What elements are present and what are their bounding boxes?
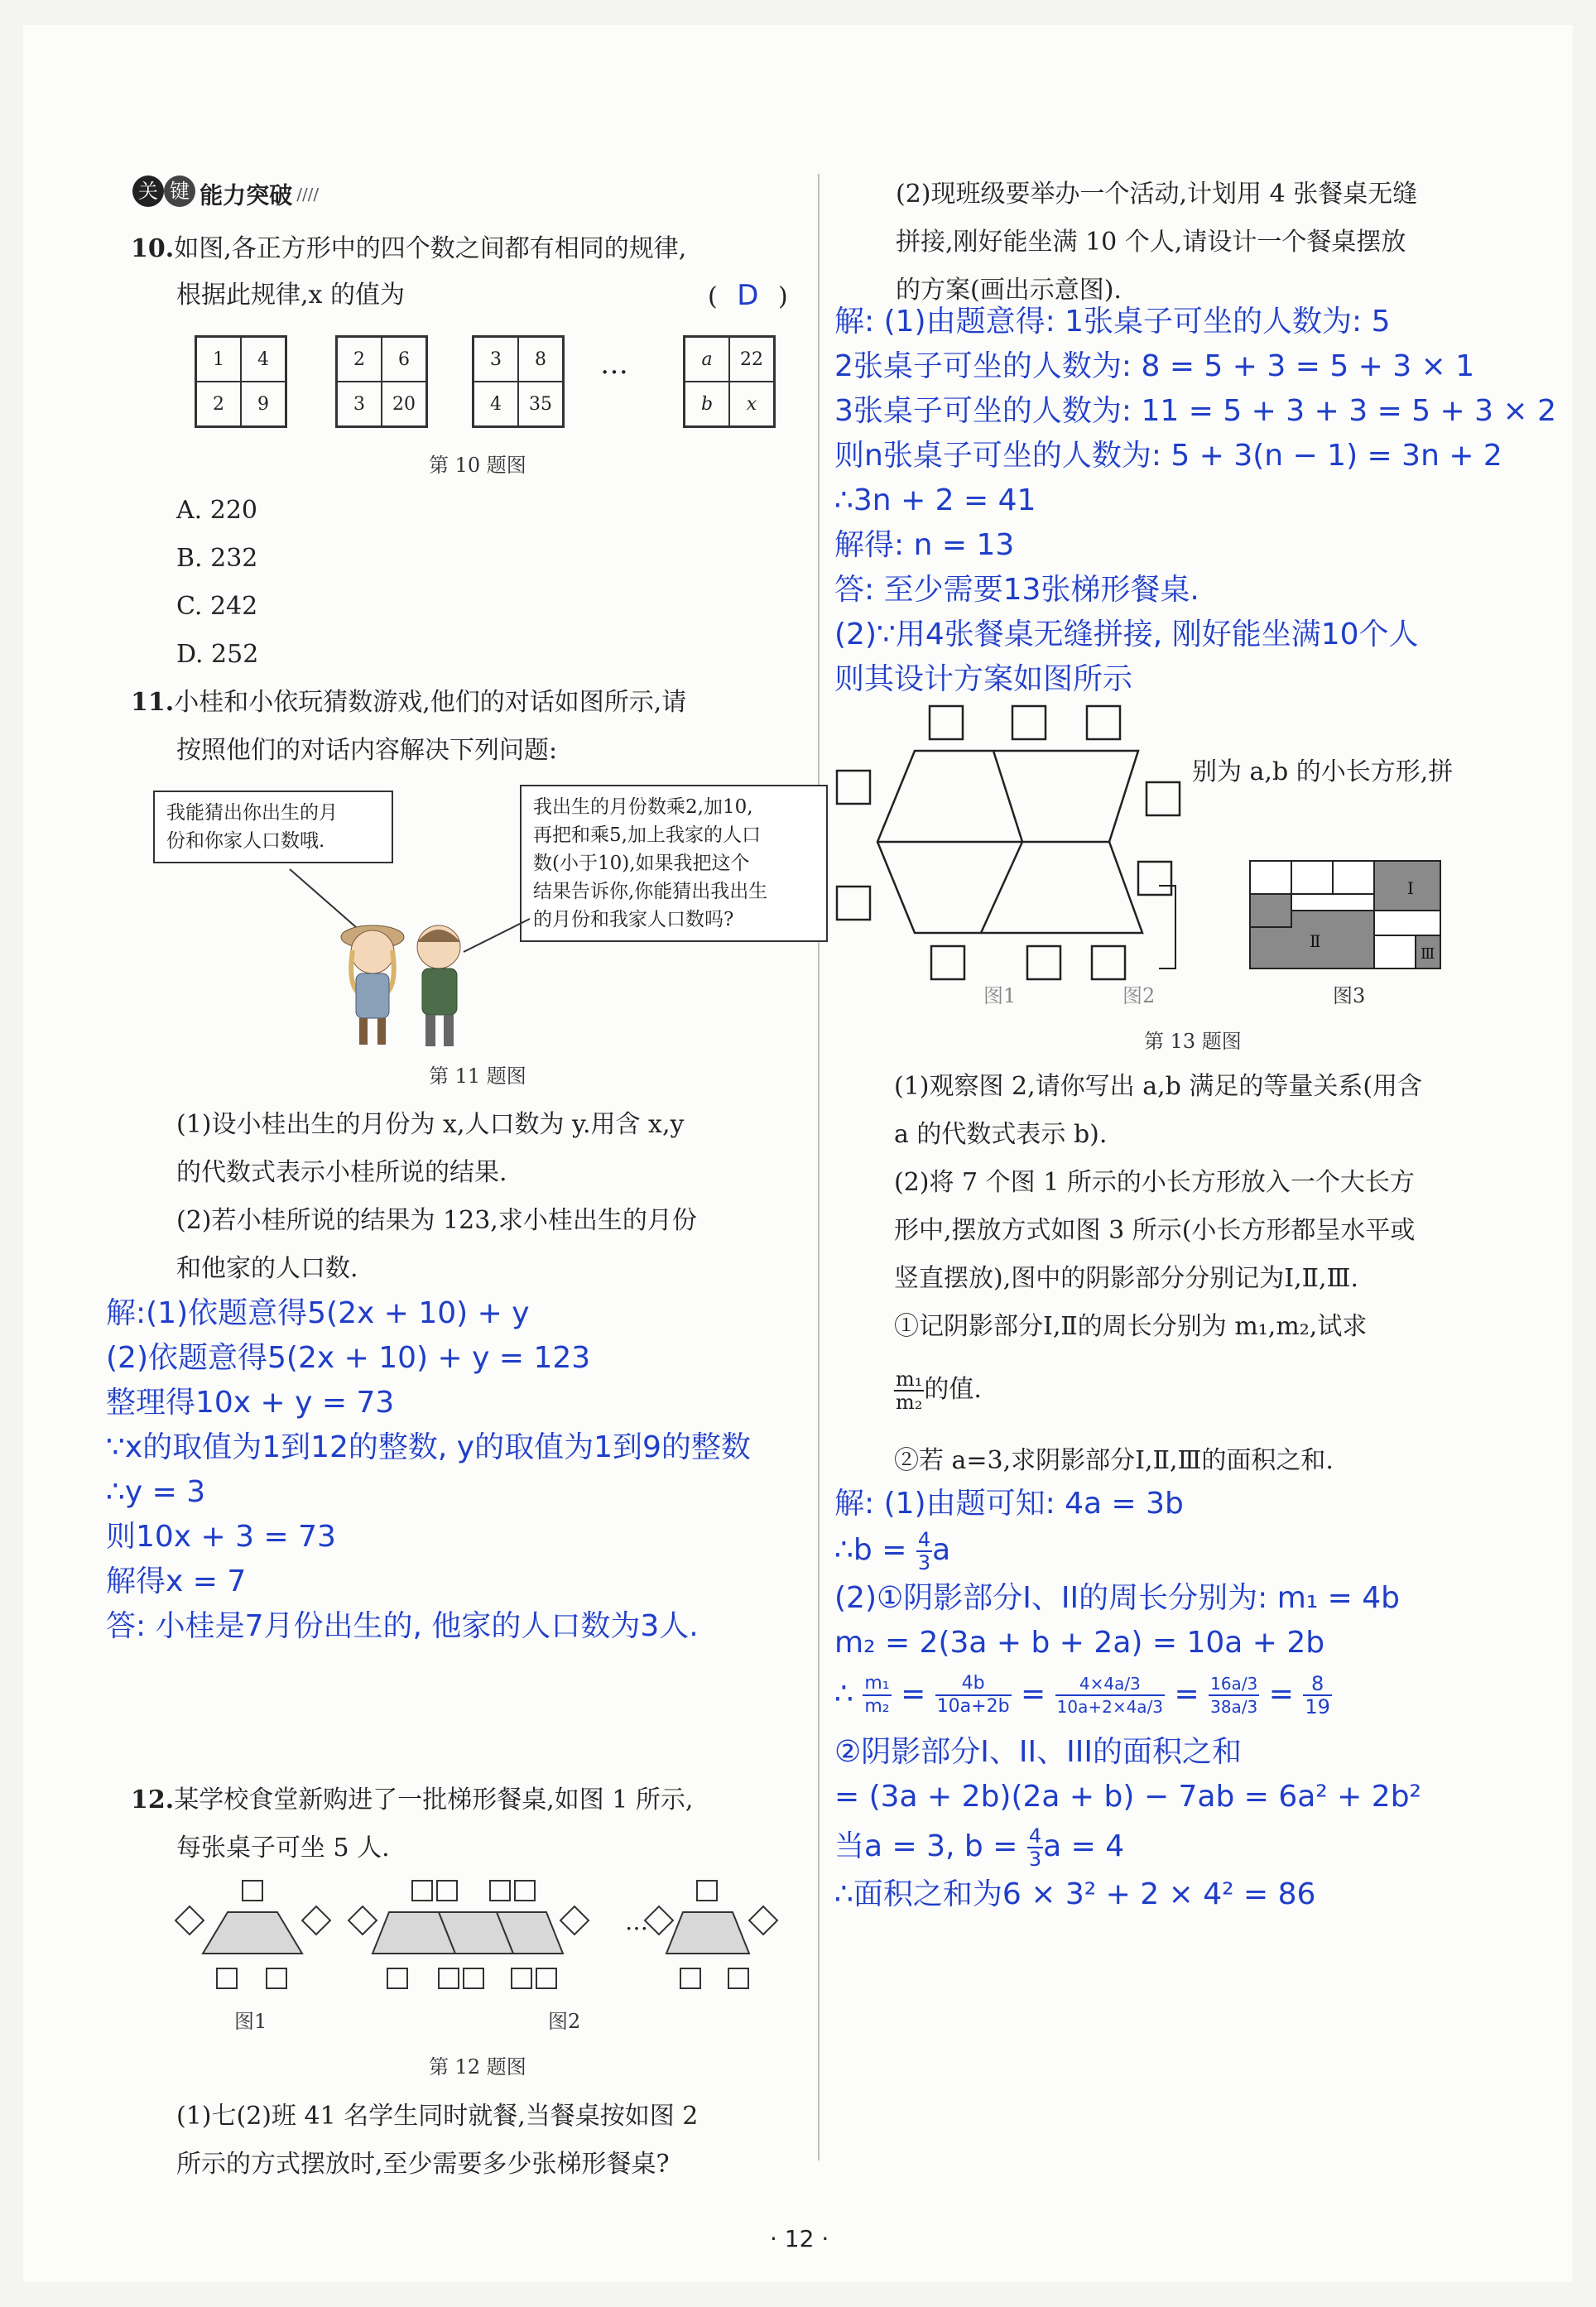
q11-stem-line1 [131,679,686,727]
q12-part1-b: 所示的方式摆放时,至少需要多少张梯形餐桌? [176,2150,670,2179]
q13-sol8-b: a = 4 [1043,1829,1125,1863]
q13-part2-c: 竖直摆放),图中的阴影部分分别记为Ⅰ,Ⅱ,Ⅲ. [894,1264,1359,1293]
q13-solution-9: ∴面积之和为6 × 3² + 2 × 4² = 86 [834,1877,1316,1911]
q10-paren-left: ( [708,282,718,311]
q13-sol5-eq3: = [1174,1677,1199,1711]
q12-solution-7: 答: 至少需要13张梯形餐桌. [834,573,1199,607]
q10-s3-tl: 3 [474,337,518,382]
q13-solution-7: = (3a + 2b)(2a + b) − 7ab = 6a² + 2b² [834,1780,1421,1814]
q13-sol5-frac5 [1303,1673,1332,1718]
page-number: · 12 · [770,2225,829,2252]
q13-solution-8 [834,1824,1124,1870]
q13-sol2-a: ∴b = [834,1533,907,1567]
q11-solution-7: 解得x = 7 [106,1564,247,1598]
q13-part2-b: 形中,摆放方式如图 3 所示(小长方形都呈水平或 [894,1216,1416,1245]
q13-sol5-frac1 [863,1673,891,1718]
q13-part2-q1: ①记阴影部分Ⅰ,Ⅱ的周长分别为 m₁,m₂,试求 [894,1312,1368,1341]
q13-solution-5 [834,1672,1332,1718]
q13-sol2-b: a [932,1533,951,1567]
q11-number: 11. [131,688,175,717]
q13-solution-1: 解: (1)由题可知: 4a = 3b [834,1487,1184,1521]
q11-solution-2: (2)依题意得5(2x + 10) + y = 123 [106,1341,591,1375]
q11-caption: 第 11 题图 [429,1065,526,1088]
header-badge-1: 关 [132,175,164,207]
q12-fig-ellipsis: … [625,1908,648,1935]
q13-solution-6: ②阴影部分I、II、III的面积之和 [834,1735,1242,1769]
q12-stem2: 每张桌子可坐 5 人. [176,1834,390,1862]
q13-caption: 第 13 题图 [1144,1030,1242,1053]
q11-bubble-right [520,785,828,942]
q13-sol5-eq1: = [901,1677,926,1711]
q12-part2-c: 的方案(画出示意图). [896,276,1122,305]
header-title: 能力突破 [200,181,293,209]
q13-region-3-label: Ⅲ [1421,945,1435,963]
q13-sol5-f2n: 4b [935,1673,1012,1696]
header-stripes: //// [296,184,320,204]
q13-fig1-label: 图1 [983,984,1017,1007]
q10-square-2 [335,335,428,428]
q13-sol5-f3d: 10a+2×4a/3 [1056,1697,1164,1717]
q10-stem1: 如图,各正方形中的四个数之间都有相同的规律, [174,234,687,263]
q10-option-a: A. 220 [176,496,257,525]
q10-paren-right: ) [778,282,788,311]
q10-stem-line1 [131,225,686,273]
section-header [132,175,319,211]
q13-sol2-frac [916,1529,932,1574]
q13-solution-4: m₂ = 2(3a + b + 2a) = 10a + 2b [834,1626,1325,1660]
q12-stem-line1 [131,1776,693,1824]
q13-part2-q2: ②若 a=3,求阴影部分Ⅰ,Ⅱ,Ⅲ的面积之和. [894,1446,1334,1475]
q11-bubble-left-line2: 份和你家人口数哦. [166,830,325,852]
q10-s1-bl: 2 [196,382,241,426]
q11-stem1: 小桂和小依玩猜数游戏,他们的对话如图所示,请 [174,688,687,717]
q12-part1-a: (1)七(2)班 41 名学生同时就餐,当餐桌按如图 2 [176,2102,699,2131]
q12-solution-4: 则n张桌子可坐的人数为: 5 + 3(n − 1) = 3n + 2 [834,439,1502,473]
q13-sol8-fn: 4 [1028,1824,1042,1848]
q13-solution-2 [834,1528,950,1574]
q13-sol5-f1n: m₁ [863,1673,891,1696]
q12-caption: 第 12 题图 [429,2055,526,2079]
header-badge-2: 键 [164,175,195,207]
q12-part2-a: (2)现班级要举办一个活动,计划用 4 张餐桌无缝 [896,180,1418,209]
q13-m1-over-m2 [894,1368,924,1413]
q13-sol5-frac4 [1209,1673,1259,1718]
q10-answer: D [737,279,759,312]
q13-sol5-f5d: 19 [1305,1695,1330,1718]
q13-frac-n: m₁ [896,1367,923,1391]
q13-part2-q1-value [894,1366,982,1414]
q12-solution-9: 则其设计方案如图所示 [834,662,1133,696]
q10-square-4 [683,335,776,428]
q12-design-sketch [832,699,1196,985]
q10-s1-tr: 4 [241,337,286,382]
q10-s3-tr: 8 [518,337,563,382]
q12-solution-1: 解: (1)由题意得: 1张桌子可坐的人数为: 5 [834,305,1391,339]
q13-sol8-frac [1027,1825,1043,1870]
q11-bubble-right-line1: 我出生的月份数乘2,加10, [533,796,753,818]
q12-solution-3: 3张桌子可坐的人数为: 11 = 5 + 3 + 3 = 5 + 3 × 2 [834,394,1557,428]
q13-part1-b: a 的代数式表示 b). [894,1120,1108,1149]
q12-fig1-label: 图1 [234,2010,267,2033]
q13-sol5-f4n: 16a/3 [1209,1673,1259,1696]
q10-option-b: B. 232 [176,544,258,573]
q13-sol5-therefore: ∴ [834,1677,853,1711]
q10-option-d: D. 252 [176,640,259,669]
q11-part1-a: (1)设小桂出生的月份为 x,人口数为 y.用含 x,y [176,1110,685,1139]
q13-sol5-f2d: 10a+2b [936,1696,1010,1717]
q13-solution-3: (2)①阴影部分I、II的周长分别为: m₁ = 4b [834,1581,1400,1615]
q10-s4-br: x [729,382,774,426]
q11-bubble-right-line5: 的月份和我家人口数吗? [533,909,734,930]
q13-region-1-label: Ⅰ [1407,878,1414,898]
q10-s4-tr: 22 [729,337,774,382]
q13-sol5-f4d: 38a/3 [1210,1697,1258,1717]
q13-part1-a: (1)观察图 2,请你写出 a,b 满足的等量关系(用含 [894,1072,1423,1101]
q13-sol2-fd: 3 [917,1551,931,1574]
q10-s2-br: 20 [382,382,426,426]
q11-part2-a: (2)若小桂所说的结果为 123,求小桂出生的月份 [176,1206,697,1235]
q12-solution-8: (2)∵用4张餐桌无缝拼接, 刚好能坐满10个人 [834,618,1419,651]
q13-partial-stem: 别为 a,b 的小长方形,拼 [1192,757,1454,786]
q10-s1-tl: 1 [196,337,241,382]
q13-sol5-frac2 [935,1673,1012,1718]
q12-number: 12. [131,1786,175,1814]
q10-s3-bl: 4 [474,382,518,426]
q11-bubble-left-line1: 我能猜出你出生的月 [166,802,338,824]
q11-part2-b: 和他家的人口数. [176,1254,358,1283]
q13-frac-d: m₂ [896,1391,923,1414]
q10-s4-tl: a [685,337,729,382]
q13-sol5-f1d: m₂ [864,1696,890,1717]
q10-s2-tl: 2 [337,337,382,382]
q13-sol5-eq2: = [1021,1677,1046,1711]
q10-square-3 [472,335,565,428]
q12-stem1: 某学校食堂新购进了一批梯形餐桌,如图 1 所示, [174,1786,694,1814]
q11-solution-1: 解:(1)依题意得5(2x + 10) + y [106,1296,530,1330]
q11-solution-4: ∵x的取值为1到12的整数, y的取值为1到9的整数 [106,1430,751,1464]
q10-answer-box [708,272,788,321]
q12-part2-b: 拼接,刚好能坐满 10 个人,请设计一个餐桌摆放 [896,228,1406,257]
q11-solution-6: 则10x + 3 = 73 [106,1520,336,1554]
q11-bubble-right-line3: 数(小于10),如果我把这个 [533,853,750,874]
q13-fig3-label: 图3 [1333,984,1366,1007]
q10-s3-br: 35 [518,382,563,426]
q11-stem2: 按照他们的对话内容解决下列问题: [176,736,558,765]
q10-number: 10. [131,234,175,263]
q11-solution-3: 整理得10x + y = 73 [106,1386,395,1420]
q11-children-illustration [273,861,546,1051]
q10-s2-tr: 6 [382,337,426,382]
q12-solution-6: 解得: n = 13 [834,528,1015,562]
q11-part1-b: 的代数式表示小桂所说的结果. [176,1158,507,1187]
q13-sol8-fd: 3 [1028,1848,1042,1871]
q10-s2-bl: 3 [337,382,382,426]
q13-q1-tail: 的值. [924,1375,982,1404]
q12-fig2-label: 图2 [548,2010,581,2033]
q13-figure-3 [1159,853,1473,985]
q13-sol5-f3n: 4×4a/3 [1055,1673,1165,1696]
q10-caption: 第 10 题图 [429,454,526,477]
q12-solution-2: 2张桌子可坐的人数为: 8 = 5 + 3 = 5 + 3 × 1 [834,349,1475,383]
q11-bubble-right-line4: 结果告诉你,你能猜出我出生 [533,881,768,902]
q10-option-c: C. 242 [176,592,258,621]
q10-square-1 [195,335,287,428]
q13-sol5-frac3 [1055,1673,1165,1718]
q13-sol8-a: 当a = 3, b = [834,1829,1018,1863]
q11-solution-8: 答: 小桂是7月份出生的, 他家的人口数为3人. [106,1609,699,1643]
q12-tables-figure [166,1871,795,1995]
q13-sol5-eq4: = [1268,1677,1294,1711]
q10-s4-bl: b [685,382,729,426]
q11-bubble-left [153,791,393,863]
q13-sol2-fn: 4 [917,1528,931,1551]
q12-solution-5: ∴3n + 2 = 41 [834,483,1036,517]
q13-region-2-label: Ⅱ [1310,931,1321,951]
q13-part2-a: (2)将 7 个图 1 所示的小长方形放入一个大长方 [894,1168,1415,1197]
q10-stem2: 根据此规律,x 的值为 [176,281,405,310]
q10-s1-br: 9 [241,382,286,426]
q13-fig2-label: 图2 [1122,984,1156,1007]
column-divider [818,174,820,2160]
q11-solution-5: ∴y = 3 [106,1475,206,1509]
q13-sol5-f5n: 8 [1303,1673,1332,1696]
q10-ellipsis: … [600,348,628,381]
q11-bubble-right-line2: 再把和乘5,加上我家的人口 [533,824,761,846]
